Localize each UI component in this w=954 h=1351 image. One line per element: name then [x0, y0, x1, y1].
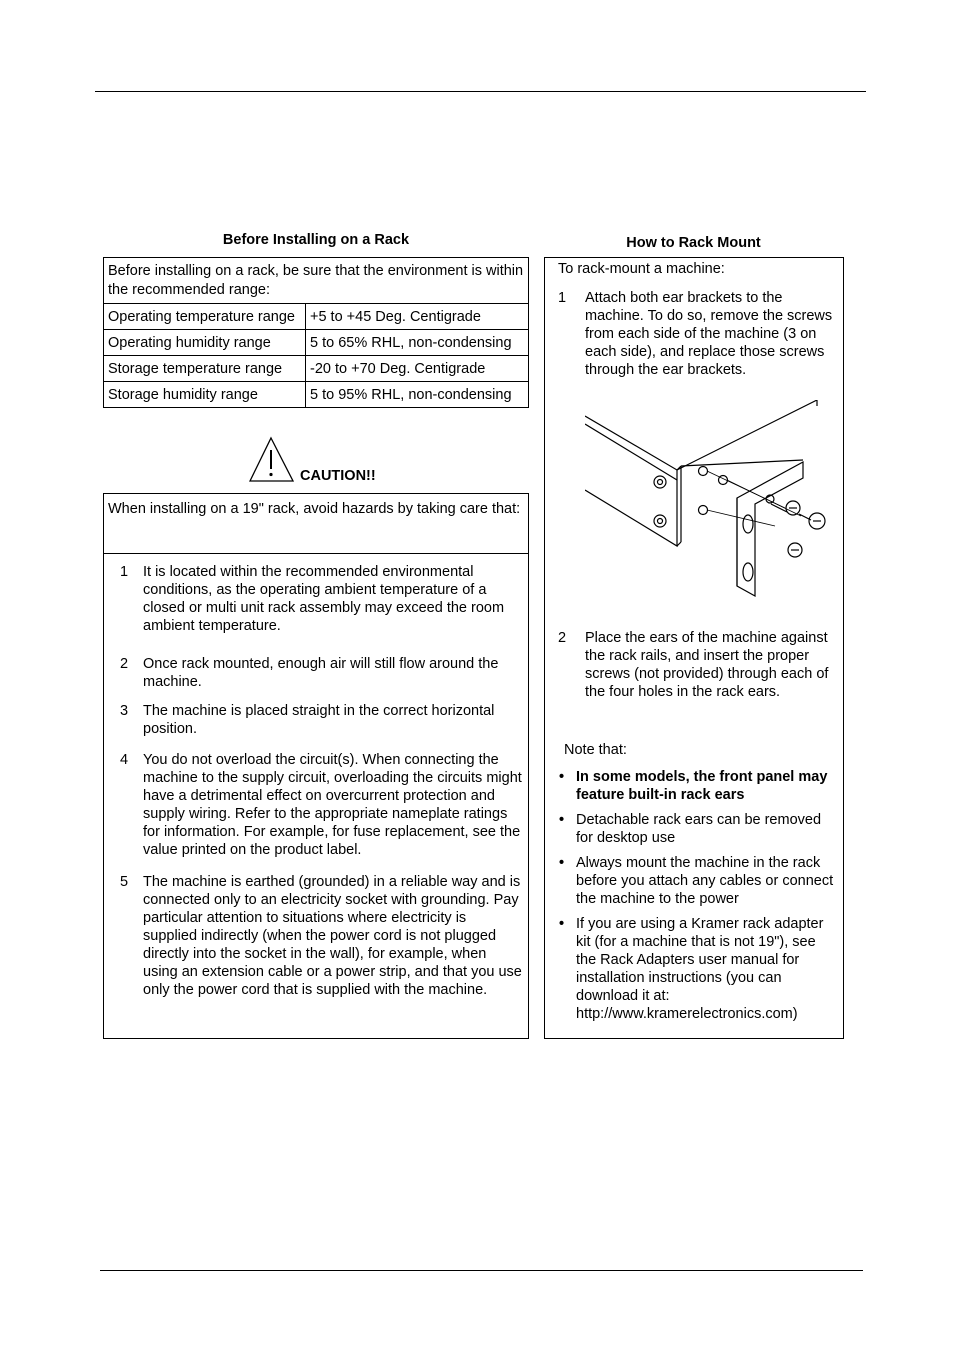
list-item [545, 629, 843, 701]
list-item [545, 811, 843, 847]
bullet-icon: • [559, 855, 565, 871]
item-number: 4 [120, 752, 129, 768]
table-row [104, 382, 528, 407]
note-text: Detachable rack ears can be removed for desktop use [576, 812, 822, 846]
note-text: Always mount the machine in the rack before you attach any cables or connect the machine to the power [576, 855, 834, 907]
env-label: Storage temperature range [104, 356, 306, 381]
step-text: Attach both ear brackets to the machine. To do so, remove the screws from each side of the machine (3 on each side), and replace those screws through the ear brackets. [585, 290, 833, 378]
item-number: 2 [120, 656, 129, 672]
caution-intro: When installing on a 19" rack, avoid hazards by taking care that: [104, 494, 528, 554]
rack-mount-intro: To rack-mount a machine: [558, 261, 725, 277]
table-row [104, 356, 528, 382]
step-number: 1 [558, 290, 567, 306]
header-rule [95, 91, 866, 92]
item-text: It is located within the recommended environmental conditions, as the operating ambient temperature of a closed or multi unit rack assembly may exceed the room ambient temperature. [143, 564, 505, 634]
bullet-icon: • [559, 769, 565, 785]
env-value: -20 to +70 Deg. Centigrade [310, 361, 486, 377]
bullet-icon: • [559, 812, 565, 828]
item-text: You do not overload the circuit(s). When connecting the machine to the supply circuit, overloading the circuits might have a detrimental effect on overcurrent protection and supply wiring. Refer to the appropriate nameplate ratings for information. For example, for fuse replacement, see the value printed on the product label. [143, 752, 522, 858]
env-label: Operating humidity range [104, 330, 306, 355]
bullet-icon: • [559, 916, 565, 932]
rack-mount-box [544, 257, 844, 1039]
list-item [545, 915, 843, 1023]
note-label: Note that: [564, 742, 627, 758]
rack-mount-title: How to Rack Mount [626, 235, 761, 251]
warning-triangle-icon [249, 436, 295, 483]
item-text: The machine is placed straight in the correct horizontal position. [143, 703, 495, 737]
rack-ear-diagram [585, 400, 837, 610]
list-item [545, 854, 843, 908]
item-text: The machine is earthed (grounded) in a reliable way and is connected only to an electricity socket with grounding. Pay particular attention to situations where electricity is supplied indirectly (when the power cord is not plugged directly into the socket in the wall), for example, when using an extension cable or a power strip, and that you use only the power cord that is supplied with the machine. [143, 874, 522, 998]
note-text: If you are using a Kramer rack adapter kit (for a machine that is not 19"), see the Rack Adapters user manual for installation instructions (you can download it at: http://www.kramerelectronics.com) [576, 916, 824, 1022]
step-number: 2 [558, 630, 567, 646]
note-text: In some models, the front panel may feature built-in rack ears [576, 769, 828, 803]
env-value: 5 to 95% RHL, non-condensing [310, 387, 512, 403]
item-number: 5 [120, 874, 129, 890]
environment-table [103, 257, 529, 408]
list-item [104, 655, 528, 691]
list-item [545, 289, 843, 379]
caution-label: CAUTION!! [300, 468, 376, 484]
list-item [104, 751, 528, 859]
item-number: 1 [120, 564, 129, 580]
caution-heading [249, 436, 409, 484]
environment-intro: Before installing on a rack, be sure that the environment is within the recommended range: [104, 258, 528, 304]
env-label: Storage humidity range [104, 382, 306, 407]
table-row [104, 330, 528, 356]
footer-rule [100, 1270, 863, 1271]
step-text: Place the ears of the machine against the rack rails, and insert the proper screws (not provided) through each of the four holes in the rack ears. [585, 630, 829, 700]
table-row [104, 304, 528, 330]
item-number: 3 [120, 703, 129, 719]
env-label: Operating temperature range [104, 304, 306, 329]
caution-box [103, 493, 529, 1039]
before-installing-title: Before Installing on a Rack [222, 232, 410, 248]
list-item [104, 873, 528, 999]
item-text: Once rack mounted, enough air will still flow around the machine. [143, 656, 499, 690]
caution-list [104, 563, 528, 999]
list-item [104, 702, 528, 738]
env-value: +5 to +45 Deg. Centigrade [310, 309, 481, 325]
list-item [104, 563, 528, 635]
list-item [545, 768, 843, 804]
env-value: 5 to 65% RHL, non-condensing [310, 335, 512, 351]
